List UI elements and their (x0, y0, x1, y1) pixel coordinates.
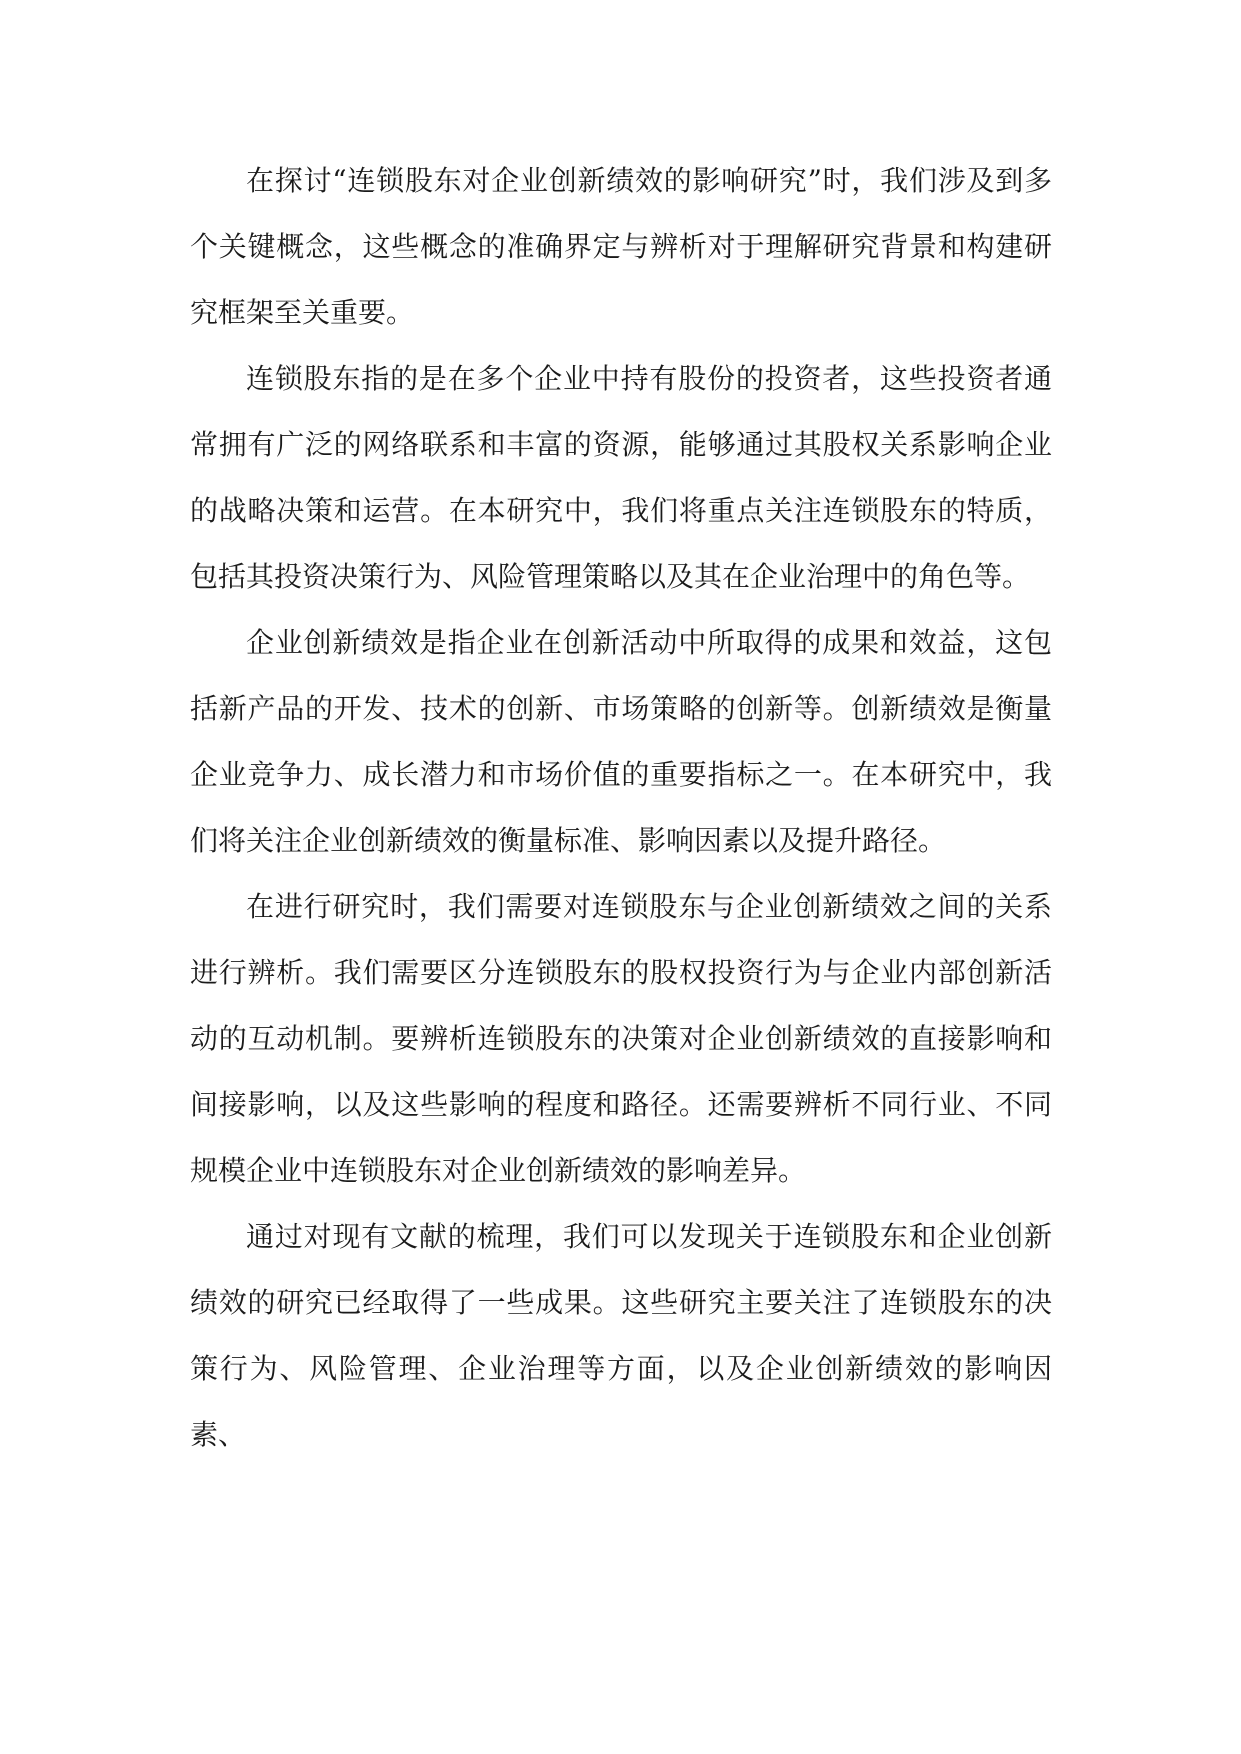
paragraph: 在进行研究时，我们需要对连锁股东与企业创新绩效之间的关系进行辨析。我们需要区分连锁股东的股权投资行为与企业内部创新活动的互动机制。要辨析连锁股东的决策对企业创新绩效的直接影响和间接影响，以及这些影响的程度和路径。还需要辨析不同行业、不同规模企业中连锁股东对企业创新绩效的影响差异。 (190, 890, 1052, 1187)
paragraph: 连锁股东指的是在多个企业中持有股份的投资者，这些投资者通常拥有广泛的网络联系和丰富的资源，能够通过其股权关系影响企业的战略决策和运营。在本研究中，我们将重点关注连锁股东的特质，包括其投资决策行为、风险管理策略以及其在企业治理中的角色等。 (190, 362, 1052, 593)
paragraph: 在探讨“连锁股东对企业创新绩效的影响研究”时，我们涉及到多个关键概念，这些概念的准确界定与辨析对于理解研究背景和构建研究框架至关重要。 (190, 164, 1052, 329)
paragraph: 企业创新绩效是指企业在创新活动中所取得的成果和效益，这包括新产品的开发、技术的创新、市场策略的创新等。创新绩效是衡量企业竞争力、成长潜力和市场价值的重要指标之一。在本研究中，我们将关注企业创新绩效的衡量标准、影响因素以及提升路径。 (190, 626, 1052, 857)
body-text (190, 148, 1052, 1468)
paragraph: 通过对现有文献的梳理，我们可以发现关于连锁股东和企业创新绩效的研究已经取得了一些成果。这些研究主要关注了连锁股东的决策行为、风险管理、企业治理等方面，以及企业创新绩效的影响因素、 (190, 1220, 1052, 1451)
